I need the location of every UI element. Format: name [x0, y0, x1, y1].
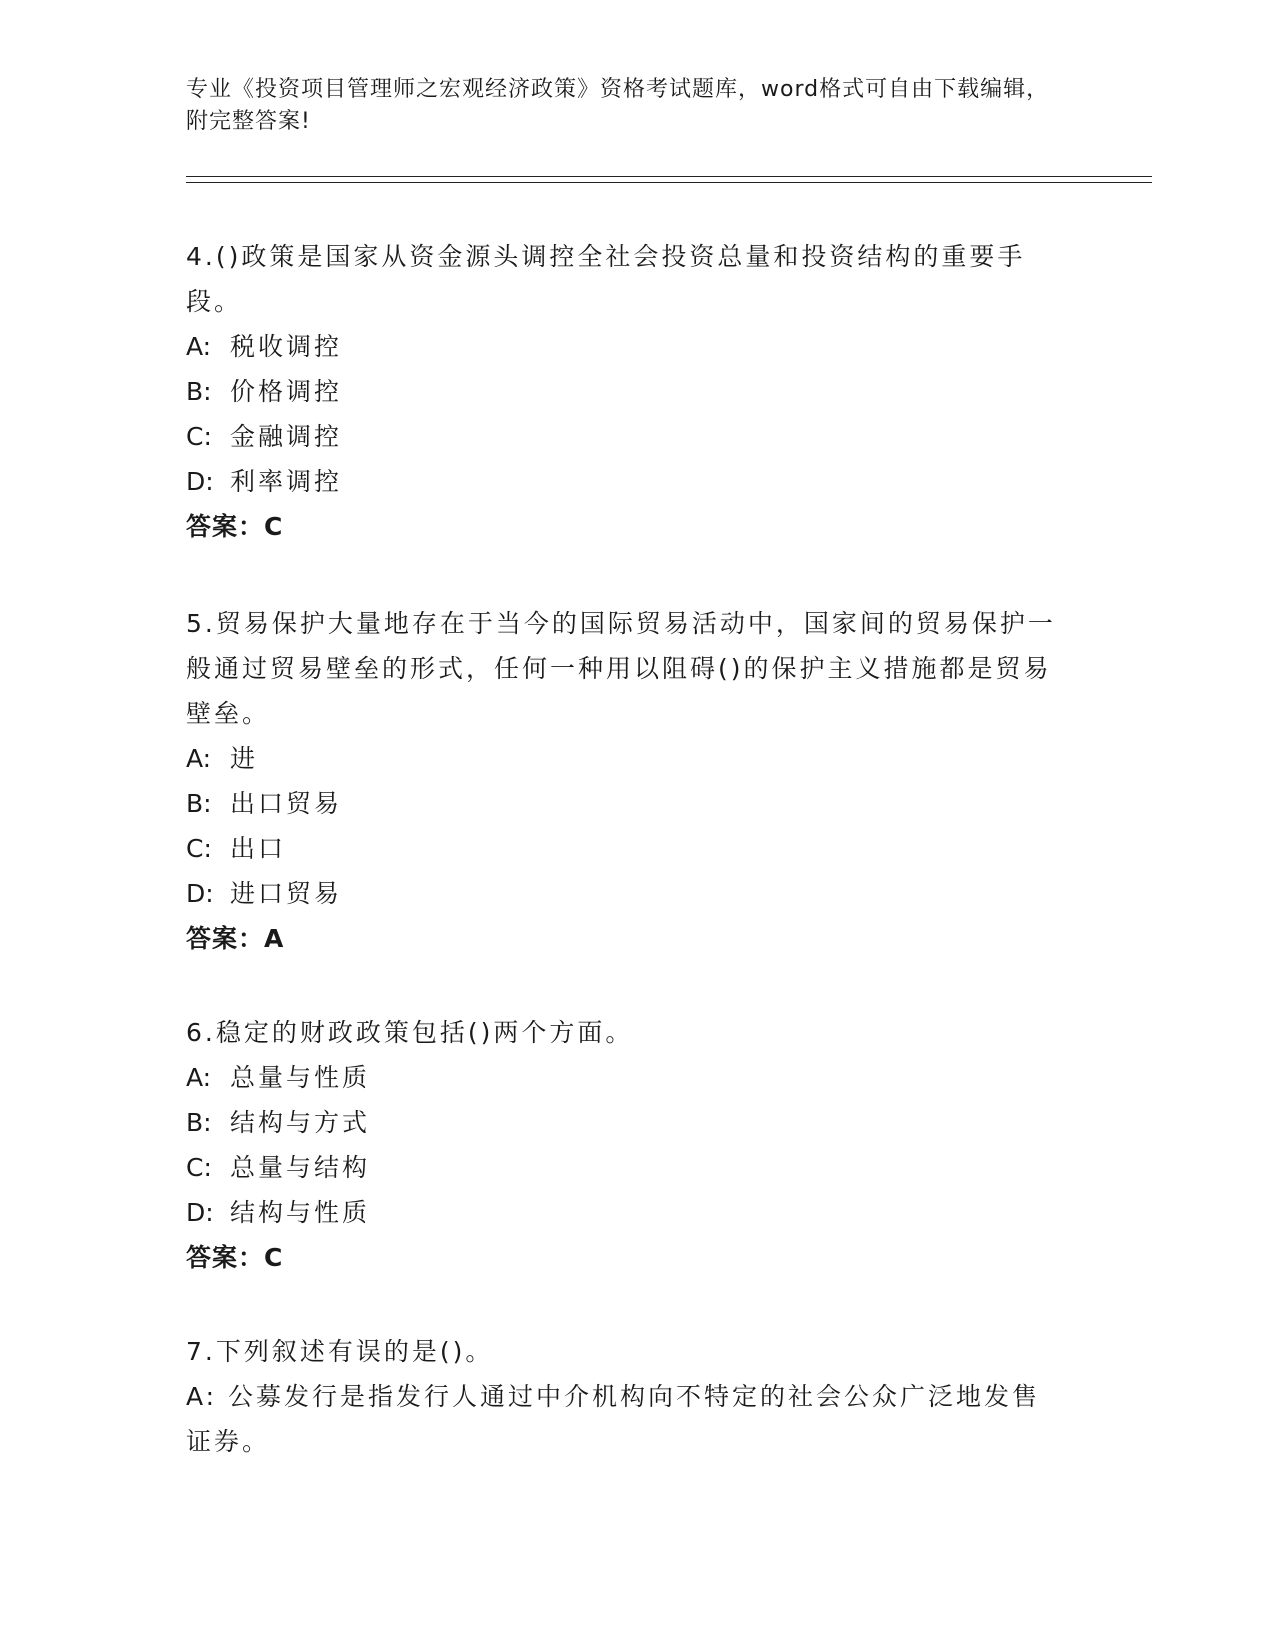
option-letter: B:: [186, 789, 212, 818]
answer-line: 答案：C: [186, 1243, 284, 1272]
option-d: [186, 871, 1066, 916]
question-stem: 5.贸易保护大量地存在于当今的国际贸易活动中，国家间的贸易保护一般通过贸易壁垒的形式，任何一种用以阻碍()的保护主义措施都是贸易壁垒。: [186, 609, 1056, 728]
option-letter: C:: [186, 834, 212, 863]
question-6: [186, 1010, 1066, 1280]
option-text: 进: [230, 744, 259, 773]
option-a: [186, 736, 1066, 781]
option-text: 结构与方式: [230, 1108, 371, 1137]
question-stem: 6.稳定的财政政策包括()两个方面。: [186, 1018, 634, 1047]
option-text: 结构与性质: [230, 1198, 371, 1227]
option-letter: A:: [186, 1063, 212, 1092]
option-letter: B:: [186, 1108, 212, 1137]
option-text: 公募发行是指发行人通过中介机构向不特定的社会公众广泛地发售证券。: [186, 1382, 1041, 1456]
question-stem: 4.()政策是国家从资金源头调控全社会投资总量和投资结构的重要手段。: [186, 242, 1026, 316]
option-text: 总量与性质: [230, 1063, 371, 1092]
answer-line: 答案：C: [186, 512, 284, 541]
option-a: [186, 1374, 1066, 1464]
option-text: 价格调控: [230, 377, 343, 406]
option-letter: A:: [186, 1382, 218, 1411]
question-stem: 7.下列叙述有误的是()。: [186, 1337, 494, 1366]
option-b: [186, 1100, 1066, 1145]
header-divider-top: [186, 176, 1152, 177]
option-letter: A:: [186, 332, 212, 361]
question-7: [186, 1329, 1066, 1464]
header-divider-bottom: [186, 182, 1152, 183]
option-letter: C:: [186, 422, 212, 451]
document-header: 专业《投资项目管理师之宏观经济政策》资格考试题库，word格式可自由下载编辑，附完整答案!: [186, 77, 1050, 134]
question-4: [186, 234, 1066, 549]
option-a: [186, 324, 1066, 369]
option-text: 出口贸易: [230, 789, 343, 818]
option-b: [186, 781, 1066, 826]
option-letter: D:: [186, 1198, 214, 1227]
option-letter: A:: [186, 744, 212, 773]
option-d: [186, 459, 1066, 504]
option-letter: C:: [186, 1153, 212, 1182]
option-text: 总量与结构: [230, 1153, 371, 1182]
option-c: [186, 414, 1066, 459]
option-text: 出口: [230, 834, 287, 863]
option-text: 利率调控: [230, 467, 343, 496]
option-text: 进口贸易: [230, 879, 343, 908]
question-5: [186, 601, 1066, 961]
option-a: [186, 1055, 1066, 1100]
option-c: [186, 1145, 1066, 1190]
option-letter: D:: [186, 467, 214, 496]
option-c: [186, 826, 1066, 871]
option-letter: B:: [186, 377, 212, 406]
option-text: 金融调控: [230, 422, 343, 451]
option-text: 税收调控: [230, 332, 343, 361]
option-letter: D:: [186, 879, 214, 908]
option-d: [186, 1190, 1066, 1235]
answer-line: 答案：A: [186, 924, 285, 953]
option-b: [186, 369, 1066, 414]
